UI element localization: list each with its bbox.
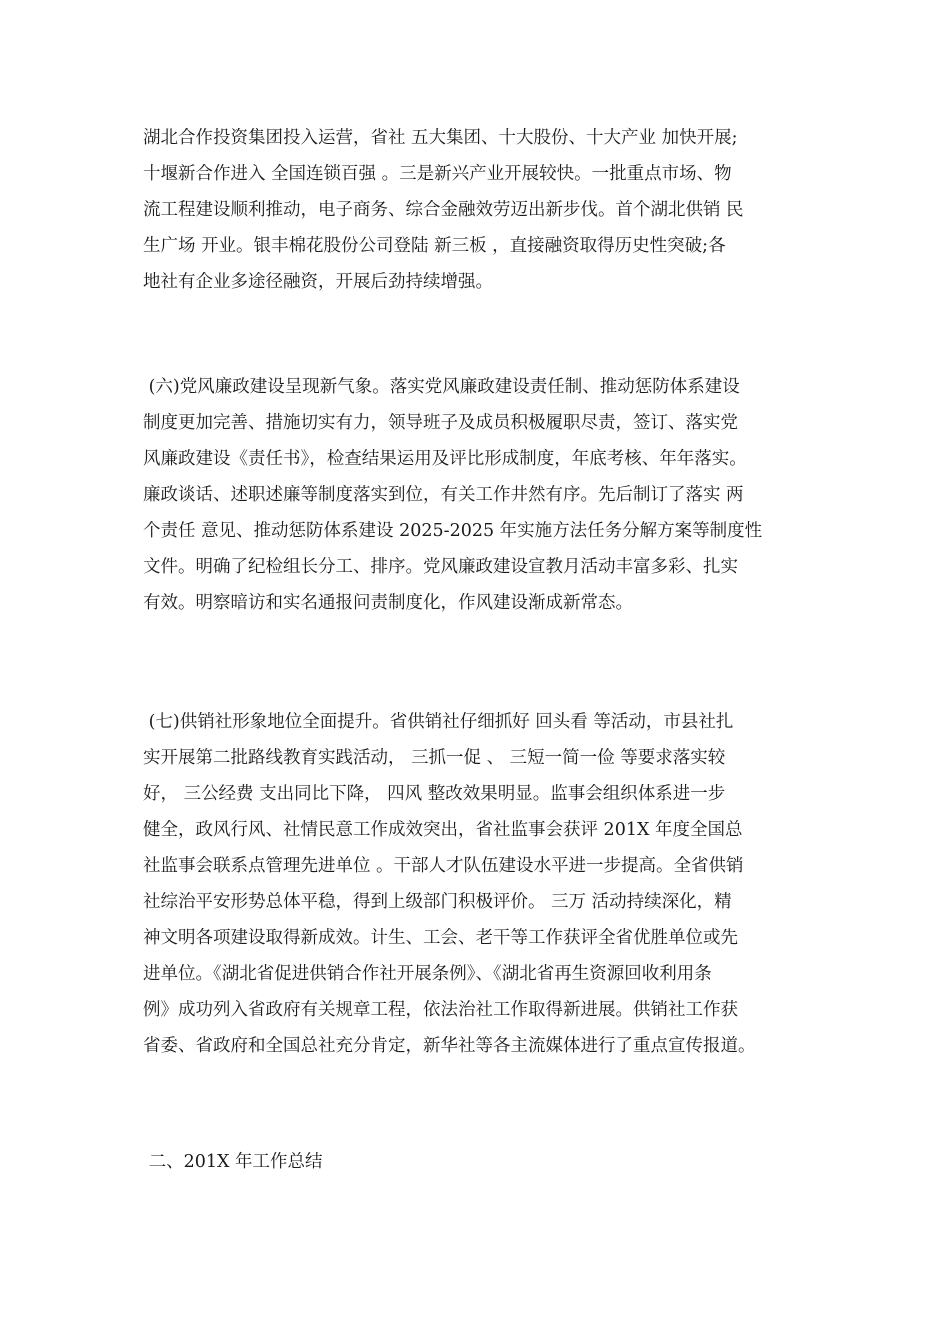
- section-heading: [143, 1144, 813, 1180]
- text-line: 风廉政建设《责任书》，检查结果运用及评比形成制度，年底考核、年年落实。: [143, 449, 747, 469]
- text-line: 文件。明确了纪检组长分工、排序。党风廉政建设宣教月活动丰富多彩、扎实: [143, 557, 738, 577]
- text-line: 个责任 意见、推动惩防体系建设 2025-2025 年实施方法任务分解方案等制度性: [143, 521, 763, 541]
- text-line: 社监事会联系点管理先进单位 。干部人才队伍建设水平进一步提高。全省供销: [143, 856, 744, 876]
- heading-line: 二、201X 年工作总结: [143, 1152, 323, 1172]
- text-line: 进单位。《湖北省促进供销合作社开展条例》、《湖北省再生资源回收利用条: [143, 964, 712, 984]
- text-line: 制度更加完善、措施切实有力，领导班子及成员积极履职尽责，签订、落实党: [143, 413, 738, 433]
- text-line: 省委、省政府和全国总社充分肯定，新华社等各主流媒体进行了重点宣传报道。: [143, 1036, 756, 1056]
- text-line: 例》成功列入省政府有关规章工程，依法治社工作取得新进展。供销社工作获: [143, 1000, 738, 1020]
- text-line: 社综治平安形势总体平稳，得到上级部门积极评价。 三万 活动持续深化，精: [143, 892, 732, 912]
- text-line: 好， 三公经费 支出同比下降， 四风 整改效果明显。监事会组织体系进一步: [143, 784, 726, 804]
- paragraph-enterprise-development: [143, 120, 813, 300]
- text-line: 健全，政风行风、社情民意工作成效突出，省社监事会获评 201X 年度全国总: [143, 820, 743, 840]
- text-line: 神文明各项建设取得新成效。计生、工会、老干等工作获评全省优胜单位或先: [143, 928, 738, 948]
- text-line: 有效。明察暗访和实名通报问责制度化，作风建设渐成新常态。: [143, 593, 633, 613]
- text-line: (七)供销社形象地位全面提升。省供销社仔细抓好 回头看 等活动，市县社扎: [143, 712, 734, 732]
- text-line: 实开展第二批路线教育实践活动， 三抓一促 、 三短一简一俭 等要求落实较: [143, 748, 726, 768]
- text-line: 地社有企业多途径融资，开展后劲持续增强。: [143, 272, 493, 292]
- text-line: 廉政谈话、述职述廉等制度落实到位，有关工作井然有序。先后制订了落实 两: [143, 485, 744, 505]
- paragraph-image-status: [143, 704, 813, 1064]
- text-line: 十堰新合作进入 全国连锁百强 。三是新兴产业开展较快。一批重点市场、物: [143, 164, 732, 184]
- text-line: 湖北合作投资集团投入运营，省社 五大集团、十大股份、十大产业 加快开展;: [143, 128, 738, 148]
- text-line: (六)党风廉政建设呈现新气象。落实党风廉政建设责任制、推动惩防体系建设: [143, 377, 740, 397]
- paragraph-party-conduct: [143, 369, 813, 621]
- text-line: 流工程建设顺利推动，电子商务、综合金融效劳迈出新步伐。首个湖北供销 民: [143, 200, 744, 220]
- text-line: 生广场 开业。银丰棉花股份公司登陆 新三板 ，直接融资取得历史性突破;各: [143, 236, 726, 256]
